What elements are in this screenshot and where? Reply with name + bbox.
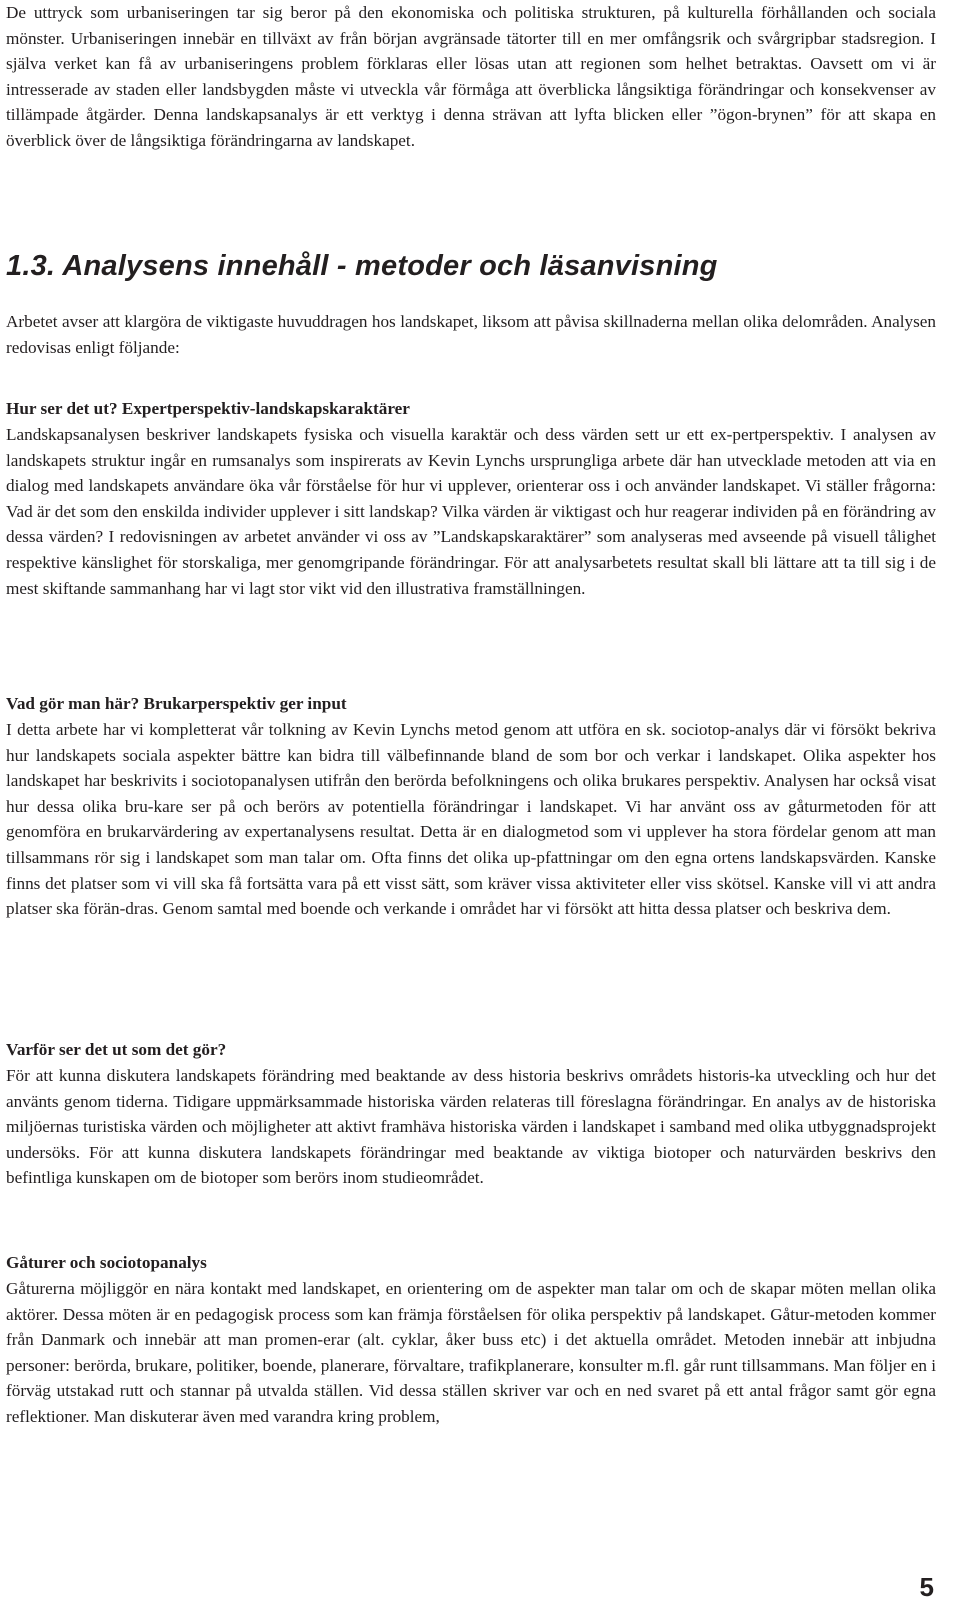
subsection-heading-user: Vad gör man här? Brukarperspektiv ger input <box>6 694 347 713</box>
subsection-heading-history: Varför ser det ut som det gör? <box>6 1040 227 1059</box>
intro-paragraph: De uttryck som urbaniseringen tar sig beror på den ekonomiska och politiska strukturen, på kulturella förhållanden och sociala mönster. Urbaniseringen innebär en tillväxt av från början avgränsade tätorter till en mer omfångsrik och svårgripbar stadsregion. I själva verket kan få av urbaniseringens problem förklaras eller lösas utan att regionen som helhet betraktas. Oavsett om vi är intresserade av staden eller landsbygden måste vi utveckla vår förmåga att överblicka långsiktiga förändringar och konsekvenser av tillämpade åtgärder. Denna landskapsanalys är ett verktyg i denna strävan att lyfta blicken eller ”ögon-brynen” för att skapa en överblick över de långsiktiga förändringarna av landskapet. <box>6 3 936 150</box>
page-number: 5 <box>919 1572 934 1602</box>
subsection-text-walks: Gåturerna möjliggör en nära kontakt med landskapet, en orientering om de aspekter man talar om och de skapar möten mellan olika aktörer. Dessa möten är en pedagogisk process som kan främja förståelsen för olika perspektiv på landskapet. Gåtur-metoden kommer från Danmark och innebär att man promen-erar (alt. cyklar, åker buss etc) i det aktuella området. Metoden innebär att inbjudna personer: berörda, brukare, politiker, boende, planerare, förvaltare, trafikplanerare, konsulter m.fl. går runt tillsammans. Man följer en i förväg utstakad rutt och stannar på utvalda ställen. Vid dessa ställen skriver var och en ned svaret på ett antal frågor samt gör egna reflektioner. Man diskuterar även med varandra kring problem, <box>6 1279 936 1426</box>
subsection-text-user: I detta arbete har vi kompletterat vår tolkning av Kevin Lynchs metod genom att utföra en sk. sociotop-analys där vi försökt bekriva hur landskapets sociala aspekter bättre kan bidra till välbefinnande bland de som bor och verkar i landskapet. Olika aspekter hos landskapet har beskrivits i sociotopanalysen utifrån den berörda befolkningens och olika brukares perspektiv. Analysen har också visat hur dessa olika bru-kare ser på och berörs av potentiella förändringar i landskapet. Vi har använt oss av gåturmetoden för att genomföra en brukarvärdering av expertanalysens resultat. Detta är en dialogmetod som vi upplever ha stora fördelar genom att man tillsammans rör sig i landskapet som man talar om. Ofta finns det olika up-pfattningar om den egna ortens landskapsvärden. Kanske finns det platser som vi vill ska få fortsätta vara på ett visst sätt, som kräver vissa aktiviteter eller viss skötsel. Kanske vill vi att andra platser ska förän-dras. Genom samtal med boende och verkande i området har vi försökt att hitta dessa platser och beskriva dem. <box>6 720 936 919</box>
section-intro-paragraph: Arbetet avser att klargöra de viktigaste huvuddragen hos landskapet, liksom att påvisa skillnaderna mellan olika delområden. Analysen redovisas enligt följande: <box>6 312 936 357</box>
subsection-text-history: För att kunna diskutera landskapets förändring med beaktande av dess historia beskrivs områdets historis-ka utveckling och hur det använts genom tiderna. Tidigare uppmärksammade historiska värden relateras till föreslagna förändringar. En analys av de historiska miljöernas turistiska värden och möjligheter att aktivt framhäva historiska värden i landskapet i samband med olika utbyggnadsprojekt undersöks. För att kunna diskutera landskapets förändringar med beaktande av viktiga biotoper och naturvärden beskrivs den befintliga kunskapen om de biotoper som berörs inom studieområdet. <box>6 1066 936 1188</box>
subsection-text-expert: Landskapsanalysen beskriver landskapets fysiska och visuella karaktär och dess värden sett ur ett ex-pertperspektiv. I analysen av landskapets struktur ingår en rumsanalys som inspirerats av Kevin Lynchs ursprungliga arbete där han utvecklade metoden att via en dialog med landskapets användare öka vår förståelse för hur vi upplever, orienterar oss i och använder landskapet. Vi ställer frågorna: Vad är det som den enskilda individer upplever i sitt landskap? Vilka värden är viktigast och hur reagerar individen på en förändring av dessa värden? I redovisningen av arbetet använder vi oss av ”Landskapskaraktärer” som analyseras med avseende på visuell tålighet respektive känslighet för storskaliga, mer genomgripande förändringar. För att analysarbetets resultat skall bli lättare att ta till sig i de mest skiftande sammanhang har vi lagt stor vikt vid den illustrativa framställningen. <box>6 425 936 598</box>
section-heading: 1.3. Analysens innehåll - metoder och läsanvisning <box>6 250 718 282</box>
subsection-heading-expert: Hur ser det ut? Expertperspektiv-landskapskaraktärer <box>6 399 410 418</box>
subsection-heading-walks: Gåturer och sociotopanalys <box>6 1253 207 1272</box>
